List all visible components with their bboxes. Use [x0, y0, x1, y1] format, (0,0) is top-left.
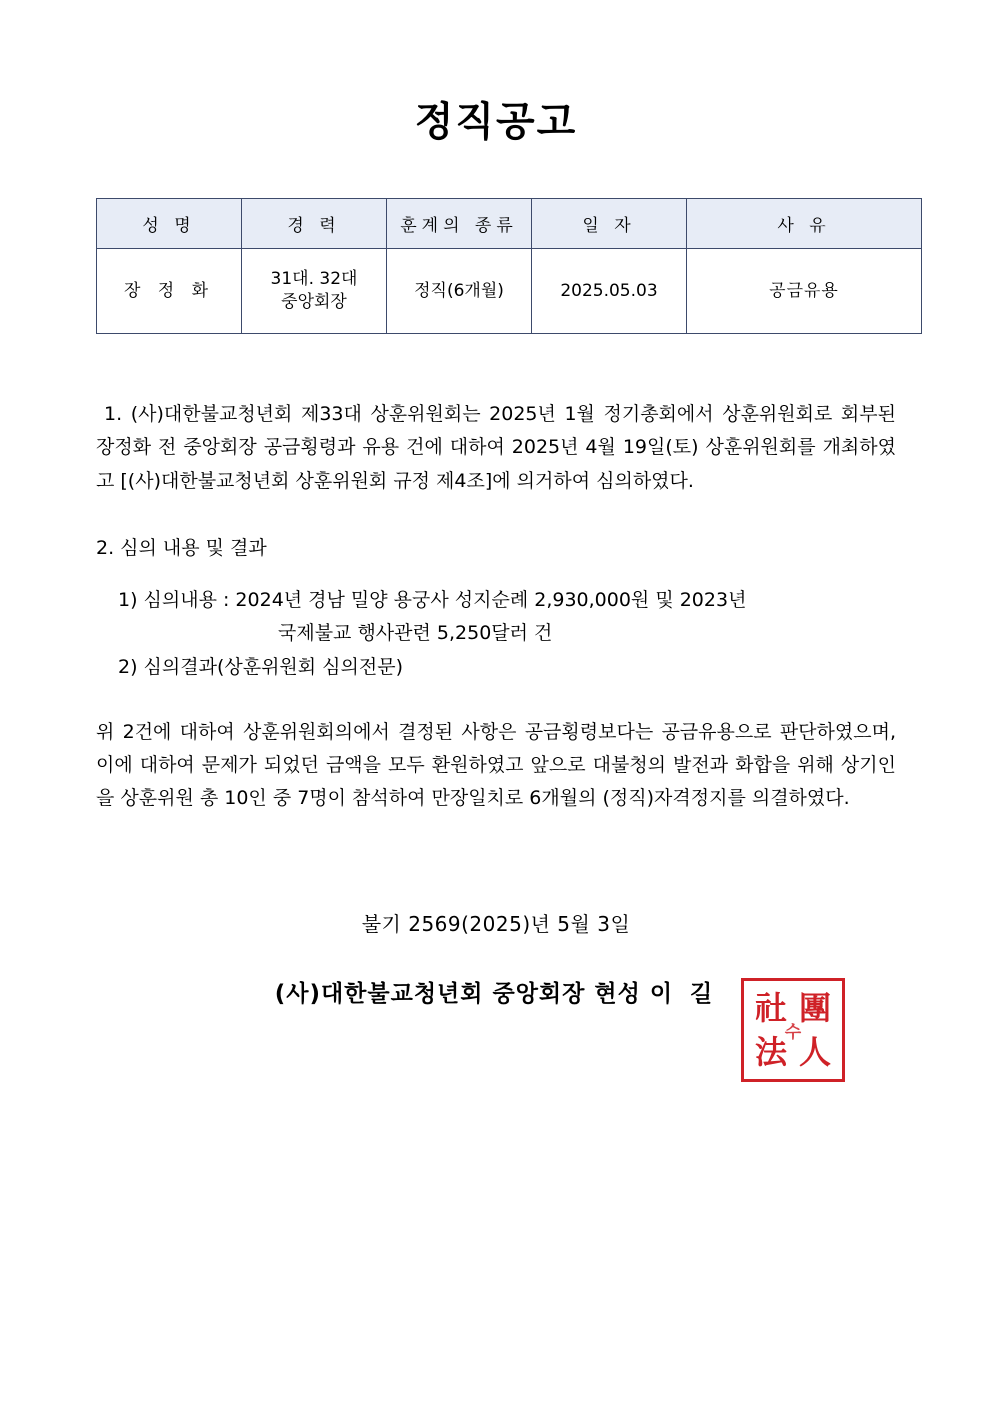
paragraph-1: 1. (사)대한불교청년회 제33대 상훈위원회는 2025년 1월 정기총회에서 상훈위원회로 회부된 장정화 전 중앙회장 공금횡령과 유용 건에 대하여 2025년 4월 19일(토) 상훈위원회를 개최하였고 [(사)대한불교청년회 상훈위원회 규정 제4조]에 의거하여 심의하였다.	[96, 403, 896, 492]
signature-name: 이 길	[649, 980, 718, 1007]
page-title: 정직공고	[414, 99, 578, 145]
list-item-1-line2: 국제불교 행사관련 5,250달러 건	[278, 622, 553, 645]
paragraph-3: 위 2건에 대하여 상훈위원회의에서 결정된 사항은 공금횡령보다는 공금유용으로 판단하였으며, 이에 대하여 문제가 되었던 금액을 모두 환원하였고 앞으로 대불청의 발전과 화합을 위해 상기인을 상훈위원 총 10인 중 7명이 참석하여 만장일치로 6개월의 (정직)자격정지를 의결하였다.	[96, 720, 896, 810]
cell-date: 2025.05.03	[532, 249, 687, 334]
document-body	[96, 398, 896, 816]
discipline-table-container	[96, 198, 896, 334]
seal-character-2: 團	[798, 989, 831, 1027]
table-header	[97, 199, 922, 249]
signature-date: 불기 2569(2025)년 5월 3일	[361, 911, 631, 936]
column-header-date: 일 자	[532, 199, 687, 249]
cell-reason: 공금유용	[687, 249, 922, 334]
section-2-heading: 2. 심의 내용 및 결과	[96, 536, 267, 559]
cell-name: 장 정 화	[97, 249, 242, 334]
column-header-discipline-type: 훈계의 종류	[387, 199, 532, 249]
seal-character-3: 法	[754, 1033, 787, 1071]
seal-center-mark: 수	[784, 1022, 802, 1043]
column-header-reason: 사 유	[687, 199, 922, 249]
table-body	[97, 249, 922, 334]
seal-character-4: 人	[798, 1033, 831, 1071]
table-row	[97, 249, 922, 334]
section-2-list	[96, 584, 896, 684]
signature-org-title: (사)대한불교청년회 중앙회장 현성	[274, 980, 641, 1007]
discipline-table	[96, 198, 922, 334]
table-header-row	[97, 199, 922, 249]
list-item	[118, 584, 896, 651]
seal-character-1: 社	[754, 989, 787, 1027]
official-seal	[741, 978, 845, 1082]
cell-career-line1: 31대. 32대	[270, 269, 358, 290]
list-item: 2) 심의결과(상훈위원회 심의전문)	[118, 655, 404, 678]
cell-discipline-type: 정직(6개월)	[387, 249, 532, 334]
column-header-career: 경 력	[242, 199, 387, 249]
cell-career	[242, 249, 387, 334]
list-item-1-line1: 1) 심의내용 : 2024년 경남 밀양 용궁사 성지순례 2,930,000원 및 2023년	[118, 589, 747, 611]
seal-characters	[749, 986, 837, 1074]
column-header-name: 성 명	[97, 199, 242, 249]
cell-career-line2: 중앙회장	[281, 292, 347, 312]
